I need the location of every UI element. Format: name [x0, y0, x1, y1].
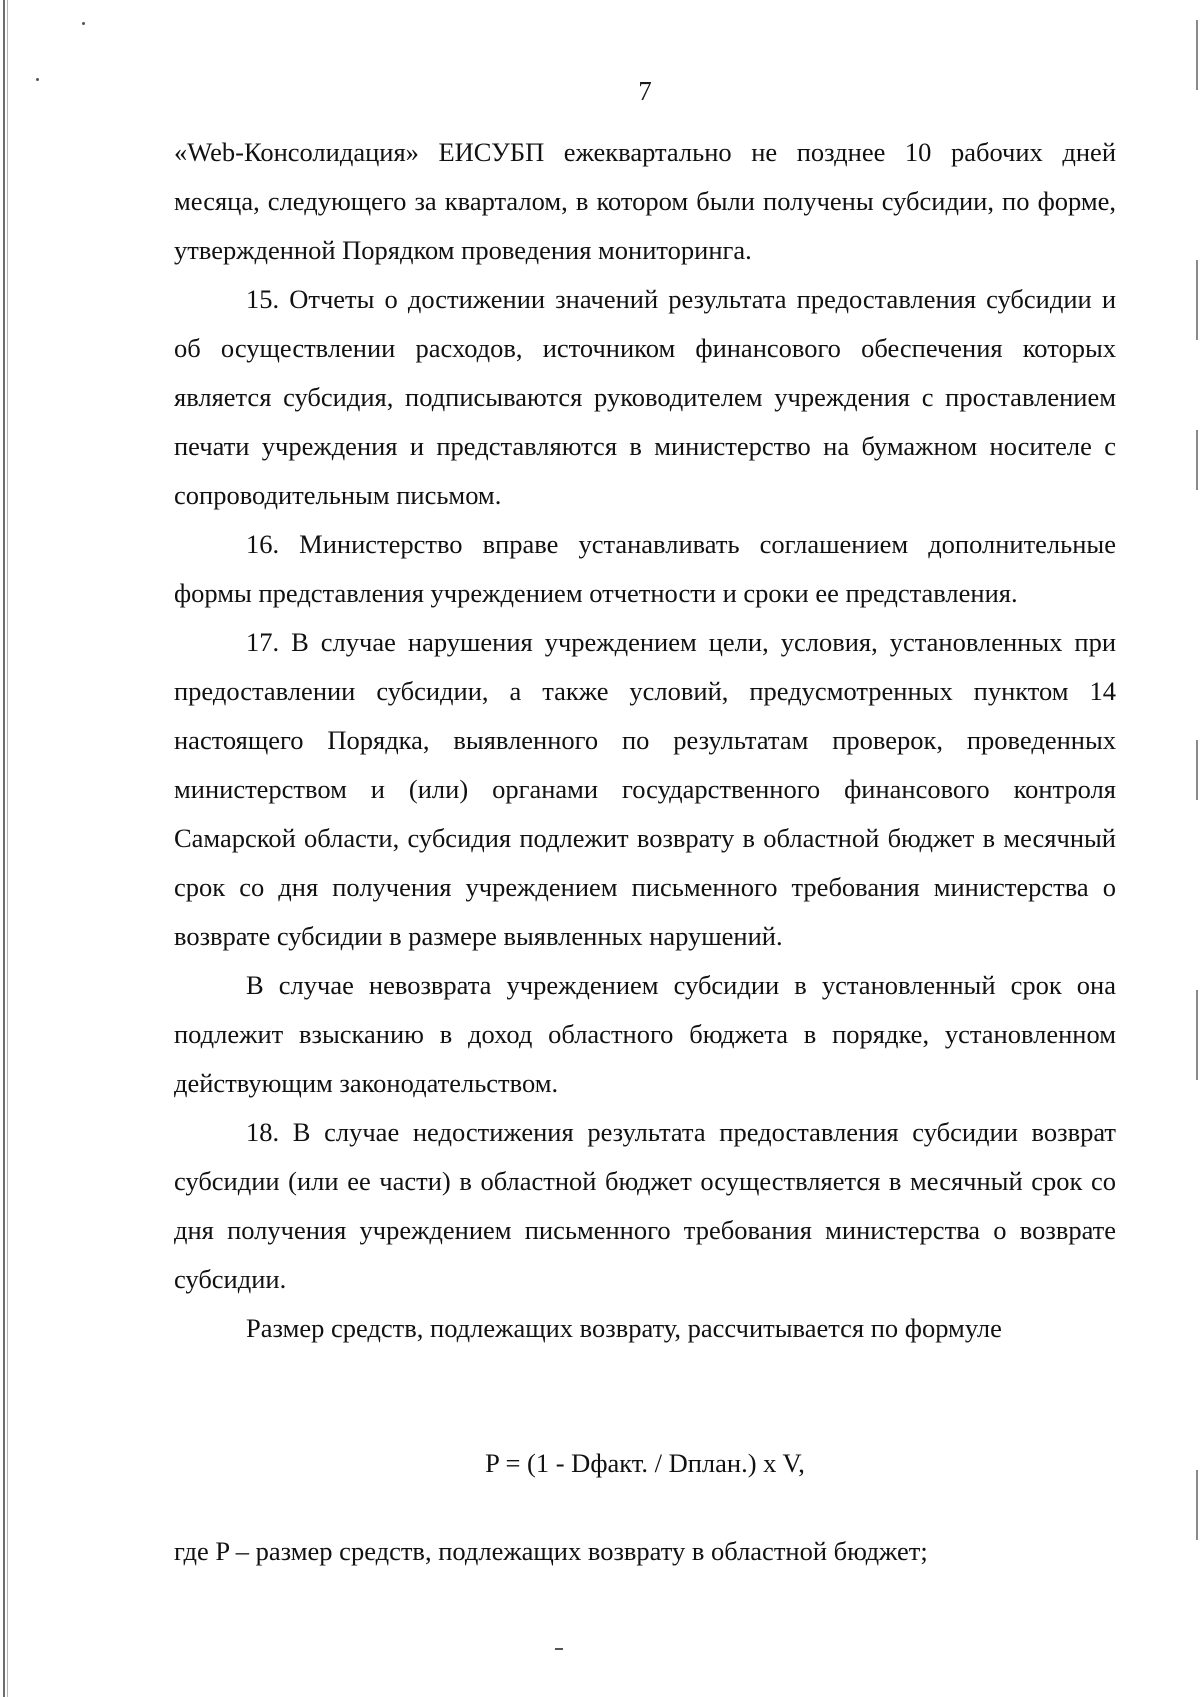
- document-body: [174, 128, 1116, 1353]
- scan-edge-left-inner: [7, 0, 8, 1697]
- formula: P = (1 - Dфакт. / Dплан.) x V,: [485, 1448, 805, 1478]
- paragraph-17: 17. В случае нарушения учреждением цели, условия, установленных при предоставлении субсидии, а также условий, предусмотренных пунктом 14 настоящего Порядка, выявленного по результатам проверок, проведенных министерством и (или) органами государственного финансового контроля Самарской области, субсидия подлежит возврату в областной бюджет в месячный срок со дня получения учреждением письменного требования министерства о возврате субсидии в размере выявленных нарушений.: [174, 627, 1116, 951]
- scan-edge-left: [3, 0, 5, 1697]
- paragraph-formula-intro: Размер средств, подлежащих возврату, рассчитывается по формуле: [246, 1313, 1002, 1343]
- scan-speck: [555, 1648, 563, 1650]
- paragraph-16: 16. Министерство вправе устанавливать соглашением дополнительные формы представления учреждением отчетности и сроки ее представления.: [174, 529, 1116, 608]
- paragraph-continuation: «Web-Консолидация» ЕИСУБП ежеквартально не позднее 10 рабочих дней месяца, следующего за кварталом, в котором были получены субсидии, по форме, утвержденной Порядком проведения мониторинга.: [174, 137, 1116, 265]
- formula-definition: где P – размер средств, подлежащих возврату в областной бюджет;: [174, 1536, 928, 1566]
- scan-edge-right: [1196, 1470, 1198, 1540]
- paragraph-15: 15. Отчеты о достижении значений результата предоставления субсидии и об осуществлении расходов, источником финансового обеспечения которых является субсидия, подписываются руководителем учреждения с проставлением печати учреждения и представляются в министерство на бумажном носителе с сопроводительным письмом.: [174, 284, 1116, 510]
- scan-edge-right: [1196, 990, 1198, 1080]
- paragraph-18: 18. В случае недостижения результата предоставления субсидии возврат субсидии (или ее части) в областной бюджет осуществляется в месячный срок со дня получения учреждением письменного требования министерства о возврате субсидии.: [174, 1117, 1116, 1294]
- page-number: 7: [638, 76, 652, 106]
- scan-speck: [82, 22, 85, 25]
- scan-edge-right: [1196, 740, 1198, 800]
- paragraph-17-continuation: В случае невозврата учреждением субсидии в установленный срок она подлежит взысканию в доход областного бюджета в порядке, установленном действующим законодательством.: [174, 970, 1116, 1098]
- scan-edge-right: [1196, 260, 1198, 340]
- scan-edge-right: [1196, 430, 1198, 490]
